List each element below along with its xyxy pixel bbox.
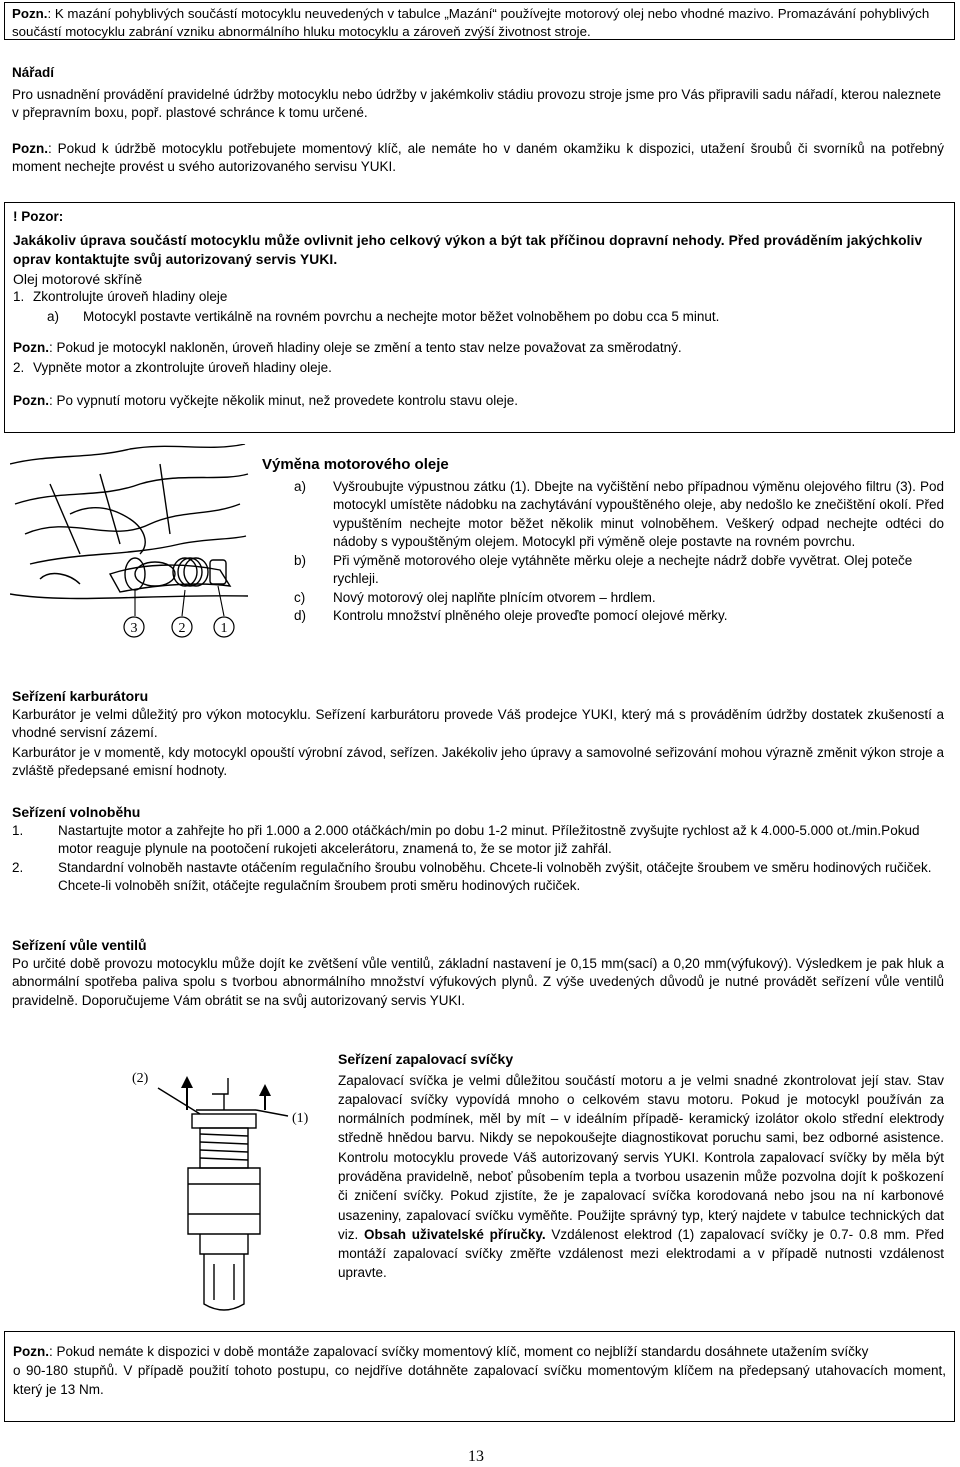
top-note-box	[4, 2, 955, 40]
spark-text	[338, 1071, 944, 1283]
oil-change-text-c: Nový motorový olej naplňte plnícím otvorem – hrdlem.	[333, 589, 656, 605]
valves-text: Po určité době provozu motocyklu může dojít ke zvětšení vůle ventilů, základní nastavení je 0,15 mm(sací) a 0,20 mm(výfukový). Výsledkem je pak hluk a abnormální spotřeba paliva spolu s tvorbou abnormálního množství výfukových plynů. Z výše uvedených důvodů je nutné provádět seřízení vůle ventilů pravidelně. Doporučujeme Vám obrátit se na svůj autorizovaný servis YUKI.	[12, 955, 944, 1008]
oil-change-item-a	[262, 478, 944, 552]
oil-heading: Olej motorové skříně	[13, 270, 143, 287]
top-note	[12, 5, 949, 41]
spark-text-bold: Obsah uživatelské příručky.	[364, 1226, 546, 1242]
oil-change-text-a: Vyšroubujte výpustnou zátku (1). Dbejte na vyčištění nebo případnou výměnu olejového filtru (3). Pod motocykl umístěte nádobku na zachytávání vypouštěného oleje, aby nedošlo ke znečištění okolí. Před vypuštěním nechejte motor běžet několik minut volnoběhem. Veškerý odpad nechejte odtéci do nádoby s vypouštěným olejem. Motocykl při výměně oleje postavte na rovném povrchu.	[333, 478, 944, 549]
carb-heading: Seřízení karburátoru	[12, 688, 149, 704]
idle-section	[12, 803, 944, 896]
step1	[13, 288, 947, 307]
tools-text: Pro usnadnění provádění pravidelné údržby motocyklu nebo údržby v jakémkoliv stádiu provozu stroje jsme pro Vás připravili sadu nářadí, kterou naleznete v přepravním boxu, popř. plastové schránce k tomu určené.	[12, 86, 942, 120]
bottom-note-box	[4, 1331, 955, 1422]
oil-change-mark-b: b)	[294, 552, 307, 568]
step2-number: 2.	[13, 359, 25, 375]
step2-text: Vypněte motor a zkontrolujte úroveň hladiny oleje.	[33, 359, 332, 375]
step1-number: 1.	[13, 289, 25, 304]
spark-text-after: Vzdálenost elektrod (1) zapalovací svíčky je 0.7- 0.8 mm. Před montáží zapalovací svíčky změřte vzdálenost mezi elektrodami a v případě nutnosti vzdálenost upravte.	[338, 1226, 945, 1281]
oil-change-section	[262, 456, 944, 626]
bottom-note-line1	[13, 1342, 946, 1361]
step1a-mark: a)	[47, 308, 60, 324]
bottom-note-text1: : Pokud nemáte k dispozici v době montáže zapalovací svíčky momentový klíč, moment co nejblíží standardu dosáhnete utažením svíčky	[49, 1344, 869, 1359]
step2	[13, 359, 947, 378]
oil-change-item-c	[262, 589, 944, 608]
tools-section	[12, 64, 944, 177]
oil-note2-label: Pozn.	[13, 393, 49, 408]
oil-change-mark-c: c)	[294, 589, 306, 605]
tools-note-text: : Pokud k údržbě motocyklu potřebujete momentový klíč, ale nemáte ho v daném okamžiku k dispozici, utažení šroubů či svorníků na potřebný moment nechejte provést u svého autorizovaného servisu YUKI.	[12, 140, 944, 174]
oil-change-text-b: Při výměně motorového oleje vytáhněte měrku oleje a nechejte nádrž dobře vyvětrat. Olej poteče rychleji.	[333, 552, 913, 586]
idle-extra: Chcete-li volnoběh snížit, otáčejte regulačním šroubem proti směru hodinových ručiček.	[58, 878, 581, 893]
oil-change-mark-a: a)	[294, 478, 307, 494]
idle-item-1	[12, 822, 944, 859]
oil-box	[4, 202, 955, 433]
oil-change-item-b	[262, 552, 944, 589]
tools-note-label: Pozn.	[12, 140, 48, 156]
carb-p2: Karburátor je v momentě, kdy motocykl opouští výrobní závod, seřízen. Jakékoliv jeho úpravy a samovolné seřizování mohou výrazně změnit výkon stroje a zvláště předepsané emisní hodnoty.	[12, 744, 944, 778]
spark-plug-illustration	[128, 1064, 328, 1324]
oil-change-list	[262, 478, 944, 626]
idle-item-2	[12, 859, 944, 878]
idle-heading: Seřízení volnoběhu	[12, 804, 141, 820]
oil-fig-label-2: 2	[178, 621, 186, 636]
oil-change-heading: Výměna motorového oleje	[262, 456, 449, 473]
bottom-note-line2: o 90-180 stupňů. V případě použití tohoto postupu, co nejdříve dotáhněte zapalovací svíčku momentovým klíčem na předepsaný utahovacích moment, který je 13 Nm.	[13, 1363, 946, 1397]
warning-text: Jakákoliv úprava součástí motocyklu může ovlivnit jeho celkový výkon a být tak příčinou dopravní nehody. Před prováděním jakýchkoliv oprav kontaktujte svůj autorizovaný servis YUKI.	[13, 232, 923, 267]
idle-text-1: Nastartujte motor a zahřejte ho při 1.000 a 2.000 otáčkách/min po dobu 1-2 minut. Příležitostně zvyšujte rychlost až k 4.000-5.000 ot./min.Pokud motor reaguje plynule na pootočení rukojeti akcelerátoru, znamená to, že se motor již zahřál.	[58, 822, 920, 856]
step1-text: Zkontrolujte úroveň hladiny oleje	[33, 289, 228, 304]
idle-number-1: 1.	[12, 822, 24, 838]
oil-change-mark-d: d)	[294, 608, 307, 623]
oil-fig-label-3: 3	[130, 621, 138, 636]
oil-change-text-d: Kontrolu množství plněného oleje proveďte pomocí olejové měrky.	[333, 608, 728, 623]
tools-note	[12, 140, 944, 177]
bottom-note-label: Pozn.	[13, 1344, 49, 1359]
oil-note2-text: : Po vypnutí motoru vyčkejte několik minut, než provedete kontrolu stavu oleje.	[49, 393, 518, 408]
carb-section	[12, 687, 944, 781]
spark-fig-label-1: (1)	[292, 1111, 309, 1126]
step1a-text: Motocykl postavte vertikálně na rovném povrchu a nechejte motor běžet volnoběhem po dobu cca 5 minut.	[83, 308, 720, 324]
top-note-text: : K mazání pohyblivých součástí motocyklu neuvedených v tabulce „Mazání“ používejte motorový olej nebo vhodné mazivo. Promazávání pohyblivých součástí motocyklu zabrání vzniku abnormálního hluku motocyklu a zároveň zvýší životnost stroje.	[12, 6, 930, 39]
idle-text-2: Standardní volnoběh nastavte otáčením regulačního šroubu volnoběhu. Chcete-li volnoběh zvýšit, otáčejte šroubem ve směru hodinových ručiček.	[58, 859, 932, 875]
oil-note1-label: Pozn.	[13, 340, 49, 355]
oil-note1-text: : Pokud je motocykl nakloněn, úroveň hladiny oleje se změní a tento stav nelze považovat za směrodatný.	[49, 340, 682, 355]
oil-change-item-d	[262, 607, 944, 626]
spark-section	[338, 1050, 944, 1283]
top-note-label: Pozn.	[12, 6, 48, 21]
oil-note2	[13, 392, 947, 411]
spark-heading: Seřízení zapalovací svíčky	[338, 1051, 514, 1067]
tools-heading: Nářadí	[12, 65, 55, 80]
warning-title: ! Pozor:	[13, 209, 64, 224]
idle-number-2: 2.	[12, 859, 24, 875]
valves-heading: Seřízení vůle ventilů	[12, 937, 147, 953]
oil-fig-label-1: 1	[220, 621, 228, 636]
oil-drain-illustration	[10, 444, 250, 644]
page-number: 13	[468, 1448, 484, 1465]
spark-fig-label-2: (2)	[132, 1071, 149, 1086]
valves-section	[12, 936, 944, 1010]
spark-text-before: Zapalovací svíčka je velmi důležitou součástí motoru a je velmi snadné zkontrolovat její stav. Stav zapalovací svíčky vypovídá mnoho o celkovém stavu motoru. Pokud je motocykl používán za normálních podmínek, měl by mít – v ideálním případě- keramický izolátor okolo střední elektrody středně hnědou barvu. Nikdy se nepokoušejte diagnostikovat poruchu sami, bez odborné asistence. Kontrolu motocyklu provede Váš autorizovaný servis YUKI. Kontrola zapalovací svíčky by měla být prováděna pravidelně, neboť působením tepla a tvorbou usazenin může pozvolna dojít k poškození či zničení svíčky. Pokud zjistíte, že je zapalovací svíčka korodovaná nebo jsou na ní karbonové usazeniny, zapalovací svíčku vyměňte. Použijte správný typ, který najdete v tabulce technických dat viz.	[338, 1072, 944, 1242]
oil-note1	[13, 339, 947, 358]
step1a	[13, 308, 947, 327]
carb-p1: Karburátor je velmi důležitý pro výkon motocyklu. Seřízení karburátoru provede Váš prodejce YUKI, který má s prováděním údržby dostatek zkušeností a vhodné servisní zázemí.	[12, 706, 944, 740]
